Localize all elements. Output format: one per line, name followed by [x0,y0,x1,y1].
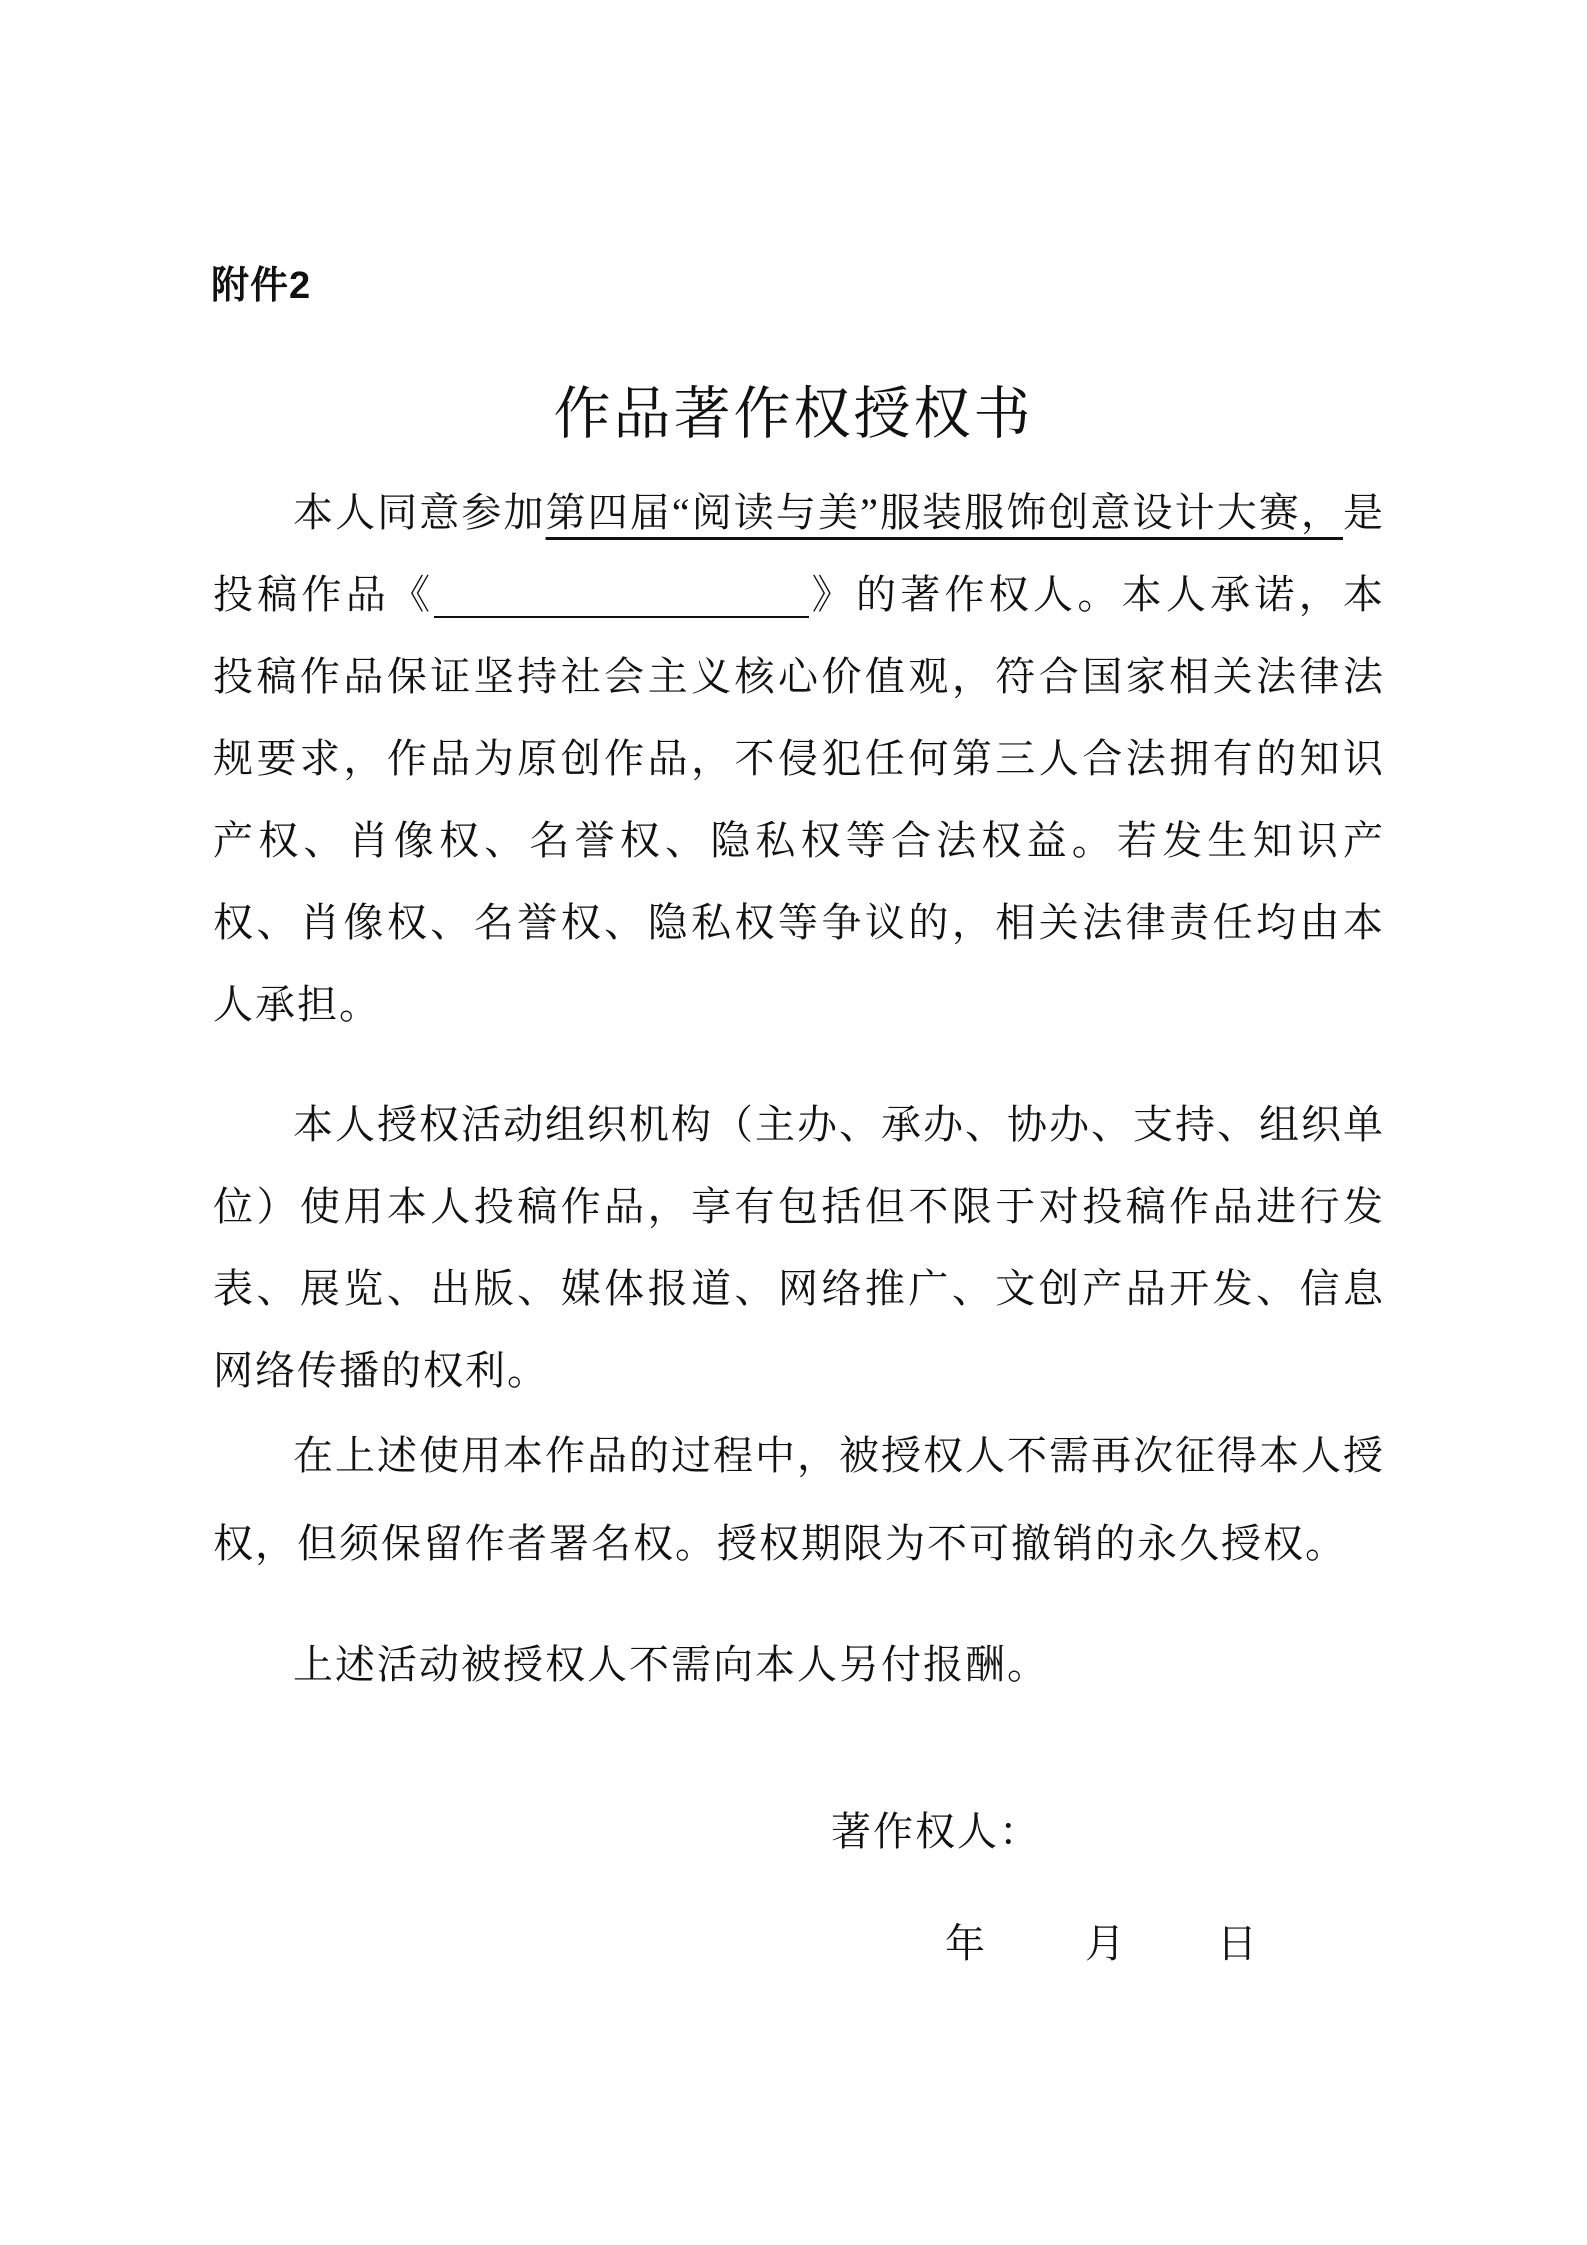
attachment-number-label: 附件2 [211,265,312,307]
document-body [213,472,1385,1706]
paragraph-4 [213,1624,1385,1706]
work-title-blank-field[interactable] [434,576,809,618]
text-run: 》的著作权人。本人承诺，本投稿作品保证坚持社会主义核心价值观，符合国家相关法律法规要求，作品为原创作品，不侵犯任何第三人合法拥有的知识产权、肖像权、名誉权、隐私权等合法权益。若发生知识产权、肖像权、名誉权、隐私权等争议的，相关法律责任均由本人承担。 [213,572,1386,1027]
text-run: 本人授权活动组织机构（主办、承办、协办、支持、组织单位）使用本人投稿作品，享有包括但不限于对投稿作品进行发表、展览、出版、媒体报道、网络推广、文创产品开发、信息网络传播的权利。 [213,1102,1385,1393]
text-run: 是投稿作品《 [213,490,1385,617]
copyright-holder-signature-label: 著作权人： [831,1809,1041,1854]
year-label: 年 [945,1921,985,1966]
day-label: 日 [1217,1921,1257,1966]
text-run: 本人同意参加 [293,490,546,535]
paragraph-2 [213,1084,1385,1412]
document-title: 作品著作权授权书 [553,383,1034,447]
paragraph-1 [213,472,1385,1046]
text-run: 在上述使用本作品的过程中，被授权人不需再次征得本人授权，但须保留作者署名权。授权期限为不可撤销的永久授权。 [213,1433,1385,1566]
text-run: 上述活动被授权人不需向本人另付报酬。 [293,1642,1049,1687]
paragraph-3 [213,1412,1385,1588]
month-label: 月 [1085,1921,1125,1966]
competition-name-underlined-text: 第四届“阅读与美”服装服饰创意设计大赛， [545,490,1343,535]
date-line [945,1912,1257,1969]
